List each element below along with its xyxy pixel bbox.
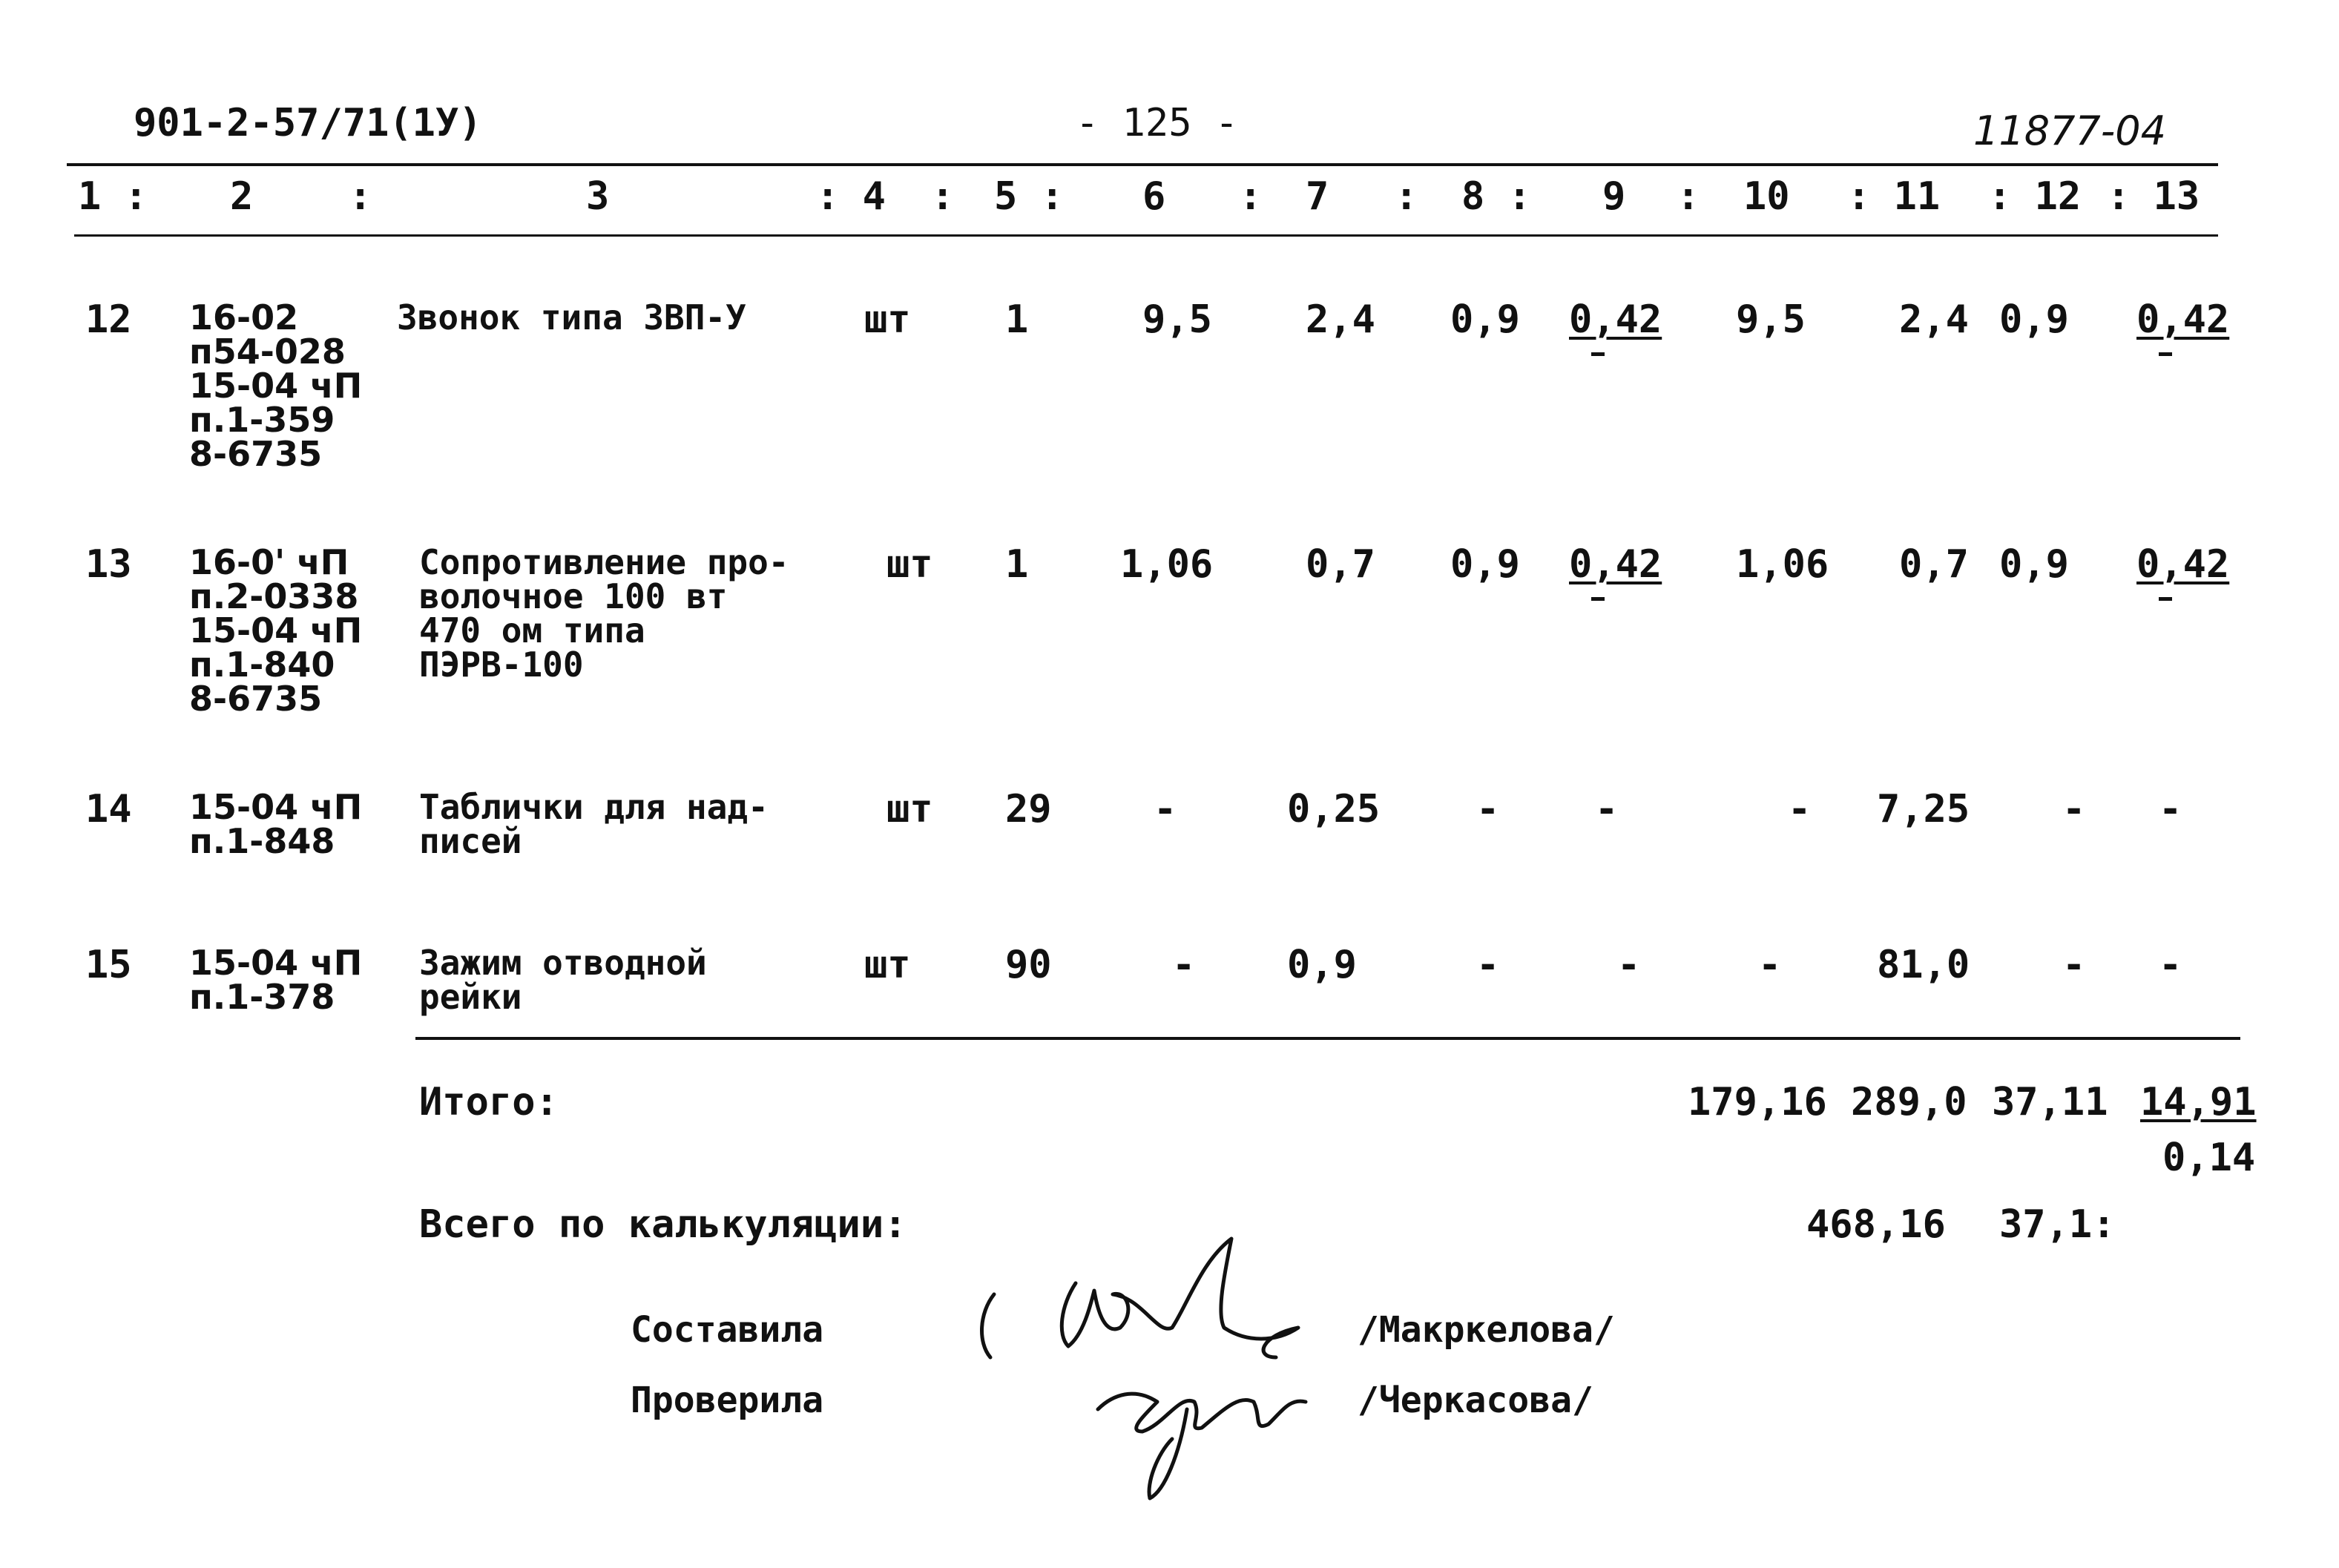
item-name: 470 ом типа — [419, 610, 645, 650]
reference-line: п.1-840 — [189, 645, 335, 685]
reference-line: 15-04 чП — [189, 610, 363, 650]
col6-value: 9,5 — [1142, 297, 1212, 342]
col7-value: 0,25 — [1287, 787, 1381, 831]
item-name: писей — [419, 821, 522, 861]
checked-by-name: /Черкасова/ — [1358, 1380, 1593, 1421]
col-header-3: 3 — [586, 174, 610, 219]
col13-value: - — [2159, 943, 2182, 987]
col7-value: 0,7 — [1306, 542, 1375, 587]
col-header-7: 7 — [1306, 174, 1329, 219]
total-col12: 37,11 — [1992, 1080, 2108, 1124]
col-header-12: : 12 — [1988, 174, 2082, 219]
col10-value: - — [1758, 943, 1782, 987]
col12-value: 0,9 — [1999, 297, 2069, 342]
unit: шт — [886, 542, 933, 587]
col-header-4: : 4 — [816, 174, 886, 219]
col-header-13: : 13 — [2107, 174, 2200, 219]
item-name: Таблички для над- — [419, 787, 769, 827]
col-header-10: 10 — [1743, 174, 1790, 219]
reference-line: 15-04 чП — [189, 366, 363, 406]
total-col13-bottom: 0,14 — [2162, 1136, 2256, 1180]
quantity: 1 — [1005, 542, 1029, 587]
reference-line: 8-6735 — [189, 679, 323, 719]
reference-line: п.2-0338 — [189, 576, 359, 616]
reference-line: 16-0' чП — [189, 542, 349, 582]
col10-value: 9,5 — [1736, 297, 1806, 342]
col13-value: 0,42 — [2136, 542, 2230, 587]
col9-value: - — [1595, 787, 1619, 831]
item-name: Звонок типа ЗВП-У — [397, 297, 746, 337]
col6-value: - — [1172, 943, 1196, 987]
col-header-1: 1 : — [78, 174, 148, 219]
reference-line: 15-04 чП — [189, 787, 363, 827]
unit: шт — [886, 787, 933, 831]
row-number: 15 — [85, 943, 132, 987]
col-separator: : — [1677, 174, 1700, 219]
compiled-by-name: /Макркелова/ — [1358, 1309, 1615, 1351]
col11-value: 2,4 — [1899, 297, 1969, 342]
row-number: 14 — [85, 787, 132, 831]
col9-value: 0,42 — [1569, 542, 1662, 587]
col10-value: - — [1788, 787, 1812, 831]
grand-total-value-a: 468,16 — [1806, 1202, 1946, 1247]
col-header-5: 5 : — [994, 174, 1064, 219]
col-separator: : — [931, 174, 955, 219]
unit: шт — [864, 943, 911, 987]
col11-value: 81,0 — [1877, 943, 1970, 987]
col8-value: 0,9 — [1450, 542, 1520, 587]
col-header-8: 8 : — [1461, 174, 1531, 219]
col8-value: - — [1476, 943, 1500, 987]
col11-value: 0,7 — [1899, 542, 1969, 587]
quantity: 1 — [1005, 297, 1029, 342]
col6-value: 1,06 — [1120, 542, 1214, 587]
grand-total-label: Всего по калькуляции: — [419, 1202, 907, 1247]
reference-line: п.1-378 — [189, 977, 335, 1017]
col13-value: - — [2159, 787, 2182, 831]
col8-value: 0,9 — [1450, 297, 1520, 342]
inventory-number: 11877-04 — [1973, 108, 2166, 154]
quantity: 90 — [1005, 943, 1052, 987]
reference-line: 8-6735 — [189, 434, 323, 474]
unit: шт — [864, 297, 911, 342]
checked-by-label: Проверила — [631, 1380, 824, 1421]
col12-value: - — [2062, 787, 2086, 831]
reference-line: 15-04 чП — [189, 943, 363, 983]
col9-value: - — [1617, 943, 1641, 987]
col7-value: 2,4 — [1306, 297, 1375, 342]
col-header-2: 2 — [230, 174, 254, 219]
item-name: Сопротивление про- — [419, 542, 789, 582]
col13-value: 0,42 — [2136, 297, 2230, 342]
col7-value: 0,9 — [1287, 943, 1357, 987]
grand-total-value-b: 37,1: — [1999, 1202, 2116, 1247]
document-code: 901-2-57/71(1У) — [134, 101, 482, 145]
col12-value: - — [2062, 943, 2086, 987]
col-separator: : — [1239, 174, 1263, 219]
reference-line: 16-02 — [189, 297, 299, 337]
col9-value: 0,42 — [1569, 297, 1662, 342]
compiled-by-label: Составила — [631, 1309, 824, 1351]
item-name: ПЭРВ-100 — [419, 645, 584, 685]
row-number: 12 — [85, 297, 132, 342]
page-number: - 125 - — [1076, 101, 1239, 145]
item-name: рейки — [419, 977, 522, 1017]
reference-line: п54-028 — [189, 332, 346, 372]
item-name: волочное 100 вт — [419, 576, 728, 616]
total-col11: 289,0 — [1851, 1080, 1967, 1124]
row-number: 13 — [85, 542, 132, 587]
item-name: Зажим отводной — [419, 943, 707, 983]
col12-value: 0,9 — [1999, 542, 2069, 587]
total-col10: 179,16 — [1688, 1080, 1827, 1124]
col-header-9: 9 — [1602, 174, 1626, 219]
col11-value: 7,25 — [1877, 787, 1970, 831]
reference-line: п.1-359 — [189, 400, 335, 440]
total-label: Итого: — [419, 1080, 559, 1124]
col-separator: : — [1395, 174, 1418, 219]
total-col13-top: 14,91 — [2140, 1080, 2257, 1124]
signature-compiler — [982, 1239, 1298, 1357]
quantity: 29 — [1005, 787, 1052, 831]
col-separator: : — [349, 174, 372, 219]
col-header-11: : 11 — [1847, 174, 1941, 219]
col-header-6: 6 — [1142, 174, 1166, 219]
col10-value: 1,06 — [1736, 542, 1829, 587]
signature-checker — [1098, 1394, 1306, 1498]
reference-line: п.1-848 — [189, 821, 335, 861]
col6-value: - — [1154, 787, 1177, 831]
col8-value: - — [1476, 787, 1500, 831]
